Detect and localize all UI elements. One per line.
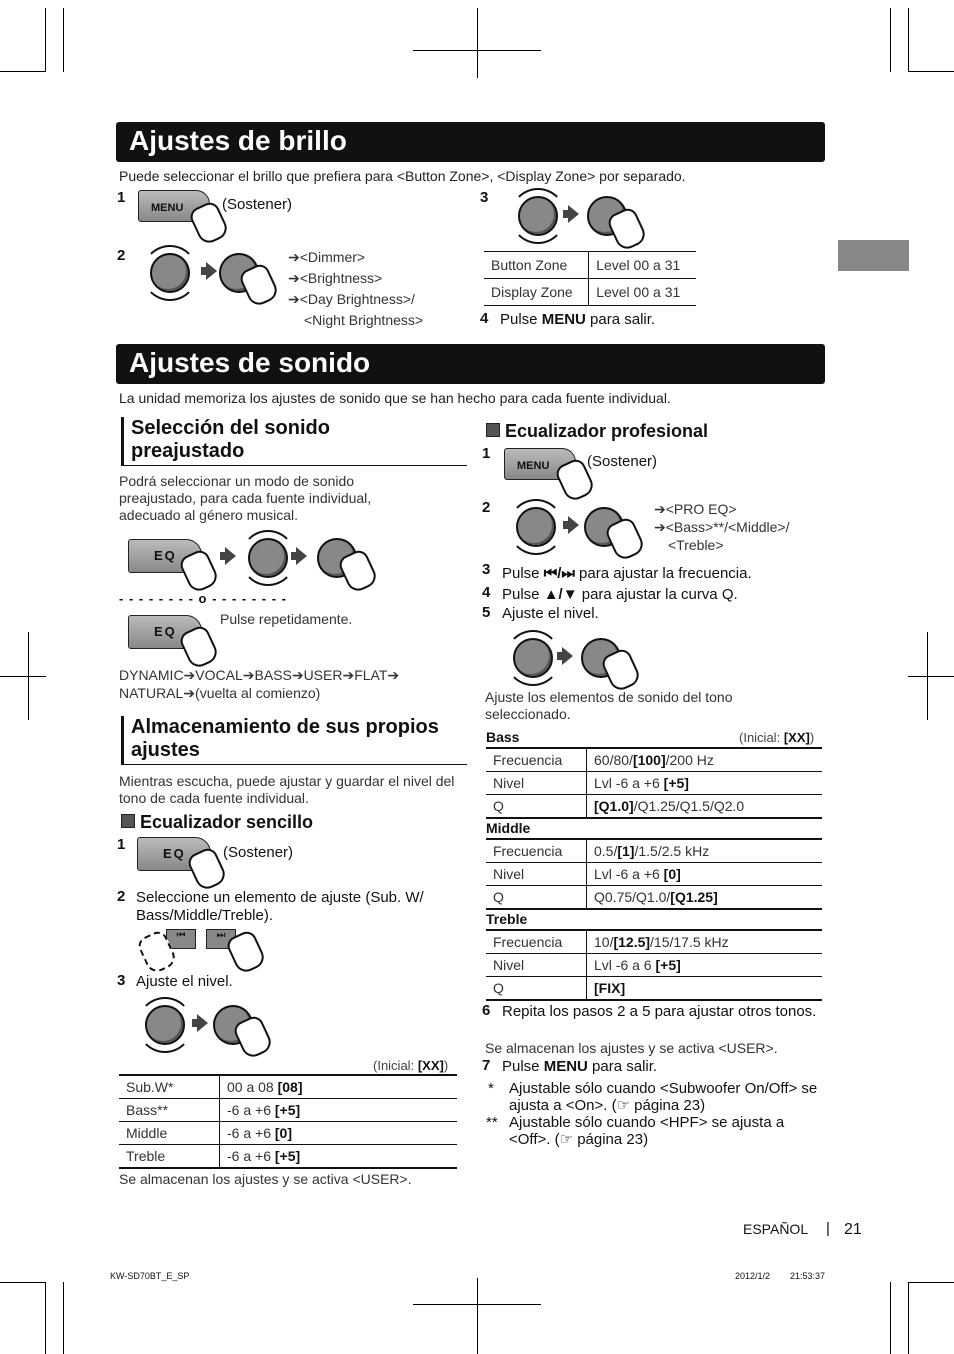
crop-mark (908, 1282, 909, 1354)
table-cell: Level 00 a 31 (589, 252, 696, 279)
footer-model: KW-SD70BT_E_SP (110, 1271, 190, 1281)
initial-note-text: ) (443, 1058, 449, 1073)
table-row (119, 1122, 457, 1145)
step-text-part: Pulse (502, 1058, 540, 1075)
preajustado-body: Podrá seleccionar un modo de sonido preajustado, para cada fuente individual, adecuado al género musical. (119, 473, 372, 523)
table-cell: Frecuencia (486, 930, 587, 954)
step-text-part: para salir. (590, 311, 656, 328)
table-row (486, 863, 822, 886)
table-cell: Treble (119, 1145, 220, 1169)
step-text: Ajuste el nivel. (136, 973, 233, 990)
skip-icons: ⏮/⏭ (543, 565, 575, 582)
table-cell: Q (486, 886, 587, 910)
step-text (502, 586, 738, 603)
table-row (486, 795, 822, 819)
section-title: Ajustes de sonido (129, 347, 371, 378)
menu-path (288, 247, 423, 331)
step-number: 1 (117, 189, 126, 206)
table-cell: Nivel (486, 954, 587, 977)
table-cell (220, 1075, 458, 1099)
step-number: 3 (117, 972, 126, 989)
menu-path-item: ➔<Bass>**/<Middle>/ (654, 519, 790, 535)
skip-forward-button[interactable]: ⏭ (206, 929, 236, 949)
step-text (502, 1058, 657, 1075)
eq-modes-line: NATURAL➔(vuelta al comienzo) (119, 685, 321, 701)
subheading-text: Ecualizador sencillo (140, 812, 314, 832)
cell-initial: [Q1.0] (594, 798, 634, 814)
almacenamiento-body: Mientras escucha, puede ajustar y guardar el nivel del tono de cada fuente individual. (119, 773, 455, 806)
table-cell (587, 954, 823, 977)
step-text: Ajuste el nivel. (502, 605, 599, 622)
footer-separator: | (826, 1220, 830, 1237)
step-text: (Sostener) (223, 844, 294, 861)
cell-initial: [+5] (274, 1148, 301, 1164)
step-text: Repita los pasos 2 a 5 para ajustar otros tonos. (502, 1003, 817, 1020)
table-row (484, 279, 696, 306)
table-cell: Frecuencia (486, 839, 587, 863)
table-cell: Middle (119, 1122, 220, 1145)
step-text: (Sostener) (222, 196, 293, 213)
table-row (119, 1145, 457, 1169)
step-number: 6 (482, 1002, 491, 1019)
band-label: Bass (486, 729, 520, 745)
step-text (502, 565, 752, 582)
crop-mark (908, 676, 954, 677)
table-row (486, 772, 822, 795)
initial-note-bold: [XX] (783, 730, 810, 745)
table-cell (587, 772, 823, 795)
cell-initial: [0] (663, 866, 681, 882)
cell-initial: [FIX] (594, 980, 626, 996)
volume-knob[interactable] (518, 196, 558, 236)
square-bullet-icon (121, 814, 135, 828)
table-row (484, 252, 696, 279)
crop-mark (0, 1282, 46, 1283)
table-row (486, 886, 822, 910)
crop-mark (413, 50, 541, 51)
table-row (486, 954, 822, 977)
table-cell (587, 930, 823, 954)
cell-initial: [+5] (274, 1102, 301, 1118)
table-cell: Q (486, 795, 587, 819)
cell-part: /200 Hz (665, 752, 714, 768)
arrow-right-icon (206, 262, 217, 280)
table-cell (587, 977, 823, 1001)
square-bullet-icon (486, 423, 500, 437)
crop-mark (908, 1282, 954, 1283)
table-cell (220, 1099, 458, 1122)
cell-part: 60/80/ (594, 752, 633, 768)
band-label: Treble (486, 911, 528, 927)
volume-knob[interactable] (516, 507, 556, 547)
cell-part: /15/17.5 kHz (650, 934, 729, 950)
step-text-part: para salir. (592, 1058, 658, 1075)
initial-note-text: ) (809, 730, 815, 745)
crop-mark (908, 71, 954, 72)
subheading (121, 812, 313, 833)
brightness-table (484, 251, 696, 306)
table-row (486, 930, 822, 954)
section-banner-brillo (116, 122, 825, 162)
bass-table (486, 747, 822, 819)
crop-mark (908, 8, 909, 72)
eq-button-label: EQ (154, 548, 177, 563)
table-cell: Bass** (119, 1099, 220, 1122)
cell-initial: [+5] (655, 957, 681, 973)
subheading-text: Ecualizador profesional (505, 421, 709, 441)
step-number: 4 (482, 584, 491, 601)
table-row (486, 748, 822, 772)
step-number: 3 (480, 189, 489, 206)
brillo-intro: Puede seleccionar el brillo que prefiera para <Button Zone>, <Display Zone> por separado. (119, 168, 686, 184)
step-text-part: Pulse (500, 311, 538, 328)
table-cell: Nivel (486, 863, 587, 886)
crop-mark (890, 1282, 891, 1354)
step-note: Se almacenan los ajustes y se activa <USER>. (485, 1040, 778, 1056)
arrow-right-icon (568, 516, 579, 534)
eq-modes-line: DYNAMIC➔VOCAL➔BASS➔USER➔FLAT➔ (119, 667, 400, 683)
sonido-intro: La unidad memoriza los ajustes de sonido que se han hecho para cada fuente individual. (119, 390, 671, 406)
table-row (119, 1099, 457, 1122)
table-cell (587, 886, 823, 910)
volume-knob[interactable] (145, 1005, 185, 1045)
step-number: 7 (482, 1057, 491, 1074)
step-text (500, 311, 655, 328)
cell-part: Q0.75/Q1.0/ (594, 889, 671, 905)
eq-button-label: EQ (154, 624, 177, 639)
volume-knob[interactable] (513, 638, 553, 678)
table-row (486, 977, 822, 1001)
menu-path-item: <Treble> (668, 537, 724, 553)
cell-initial: [12.5] (613, 934, 651, 950)
treble-table (486, 929, 822, 1001)
crop-mark (63, 1282, 64, 1354)
table-cell: Display Zone (484, 279, 589, 306)
cell-part: Lvl -6 a +6 (594, 775, 664, 791)
pro-eq-note: Ajuste los elementos de sonido del tono seleccionado. (485, 689, 733, 722)
repeat-text: Pulse repetidamente. (220, 611, 353, 627)
cell-range: -6 a +6 (227, 1125, 271, 1141)
table-cell (220, 1145, 458, 1169)
menu-path-item: ➔<PRO EQ> (654, 501, 737, 517)
eq-button-label: EQ (163, 846, 186, 861)
step-text-part: Pulse (502, 586, 540, 603)
skip-back-button[interactable]: ⏮ (166, 929, 196, 949)
volume-knob[interactable] (248, 538, 288, 578)
step-text-part: para ajustar la curva Q. (581, 586, 738, 603)
table-cell (587, 839, 823, 863)
section-banner-sonido (116, 344, 825, 384)
crop-mark (45, 1282, 46, 1354)
arrow-right-icon (225, 547, 236, 565)
step-number: 2 (117, 247, 126, 264)
table-cell: Q (486, 977, 587, 1001)
crop-mark (477, 1278, 478, 1354)
cell-initial: [100] (632, 752, 666, 768)
step-text-part: para ajustar la frecuencia. (579, 565, 752, 582)
initial-note-bold: [XX] (417, 1058, 444, 1073)
menu-path-item: <Night Brightness> (304, 312, 424, 328)
simple-eq-footer: Se almacenan los ajustes y se activa <USER>. (119, 1171, 412, 1187)
cell-part: /1.5/2.5 kHz (634, 843, 710, 859)
table-cell: Button Zone (484, 252, 589, 279)
table-cell (220, 1122, 458, 1145)
table-cell: Nivel (486, 772, 587, 795)
table-cell: Level 00 a 31 (589, 279, 696, 306)
step-number: 5 (482, 604, 491, 621)
cell-range: -6 a +6 (227, 1102, 271, 1118)
crop-mark (45, 8, 46, 72)
step-text: (Sostener) (587, 453, 658, 470)
footnote-mark: ** (486, 1114, 498, 1131)
table-row (119, 1075, 457, 1099)
cell-part: Lvl -6 a +6 (594, 866, 664, 882)
table-cell: Frecuencia (486, 748, 587, 772)
cell-initial: [08] (277, 1079, 303, 1095)
step-number: 4 (480, 310, 489, 327)
crop-mark (63, 8, 64, 72)
crop-mark (890, 8, 891, 72)
cell-initial: [+5] (663, 775, 689, 791)
page-number: 21 (844, 1221, 862, 1238)
step-number: 2 (117, 888, 126, 905)
step-text: Seleccione un elemento de ajuste (Sub. W/ Bass/Middle/Treble). (136, 889, 424, 924)
band-label: Middle (486, 820, 531, 836)
cell-initial: [0] (274, 1125, 292, 1141)
menu-path-item: ➔<Day Brightness>/ (288, 291, 415, 307)
cell-part: 10/ (594, 934, 614, 950)
footnote-text: Ajustable sólo cuando <Subwoofer On/Off> se ajusta a <On>. (☞ página 23) (509, 1080, 818, 1114)
cell-initial: [1] (617, 843, 635, 859)
table-cell (587, 795, 823, 819)
arrow-right-icon (562, 647, 573, 665)
up-down-icons: ▲/▼ (543, 586, 578, 603)
cell-range: 00 a 08 (227, 1079, 274, 1095)
step-number: 1 (117, 836, 126, 853)
menu-button-label: MENU (517, 460, 550, 472)
initial-note (373, 1058, 448, 1073)
subheading (486, 421, 708, 442)
crop-mark (0, 676, 46, 677)
initial-note (739, 730, 814, 745)
menu-button-label: MENU (151, 202, 184, 214)
crop-mark (0, 71, 46, 72)
step-text-bold: MENU (541, 311, 586, 328)
table-cell: Sub.W* (119, 1075, 220, 1099)
table-row (486, 839, 822, 863)
crop-mark (477, 8, 478, 78)
or-separator: - - - - - - - - o - - - - - - - - (119, 591, 287, 606)
cell-initial: [Q1.25] (670, 889, 718, 905)
cell-part: 0.5/ (594, 843, 618, 859)
page-tab-marker (838, 240, 909, 271)
menu-path (654, 500, 789, 554)
step-number: 1 (482, 445, 491, 462)
step-text-bold: MENU (543, 1058, 588, 1075)
cell-range: -6 a +6 (227, 1148, 271, 1164)
subsection-heading: Almacenamiento de sus propios ajustes (121, 716, 467, 765)
menu-path-item: ➔<Brightness> (288, 270, 383, 286)
arrow-right-icon (568, 205, 579, 223)
footer-time: 21:53:37 (790, 1271, 826, 1281)
menu-path-item: ➔<Dimmer> (288, 249, 366, 265)
simple-eq-table (119, 1074, 457, 1169)
step-number: 2 (482, 499, 491, 516)
table-cell (587, 748, 823, 772)
crop-mark (413, 1304, 541, 1305)
footnote-text: Ajustable sólo cuando <HPF> se ajusta a <Off>. (☞ página 23) (509, 1114, 785, 1148)
middle-table (486, 838, 822, 910)
step-text-part: Pulse (502, 565, 540, 582)
volume-knob[interactable] (150, 253, 190, 293)
arrow-right-icon (197, 1014, 208, 1032)
footer-date: 2012/1/2 (735, 1271, 771, 1281)
section-title: Ajustes de brillo (129, 125, 347, 156)
table-cell (587, 863, 823, 886)
cell-part: Lvl -6 a 6 (594, 957, 656, 973)
subsection-heading: Selección del sonido preajustado (121, 417, 467, 466)
initial-note-text: (Inicial: (739, 730, 781, 745)
arrow-right-icon (296, 547, 307, 565)
initial-note-text: (Inicial: (373, 1058, 415, 1073)
cell-part: /Q1.25/Q1.5/Q2.0 (633, 798, 745, 814)
step-number: 3 (482, 561, 491, 578)
footer-language: ESPAÑOL (743, 1221, 809, 1237)
footnote-mark: * (488, 1080, 494, 1097)
